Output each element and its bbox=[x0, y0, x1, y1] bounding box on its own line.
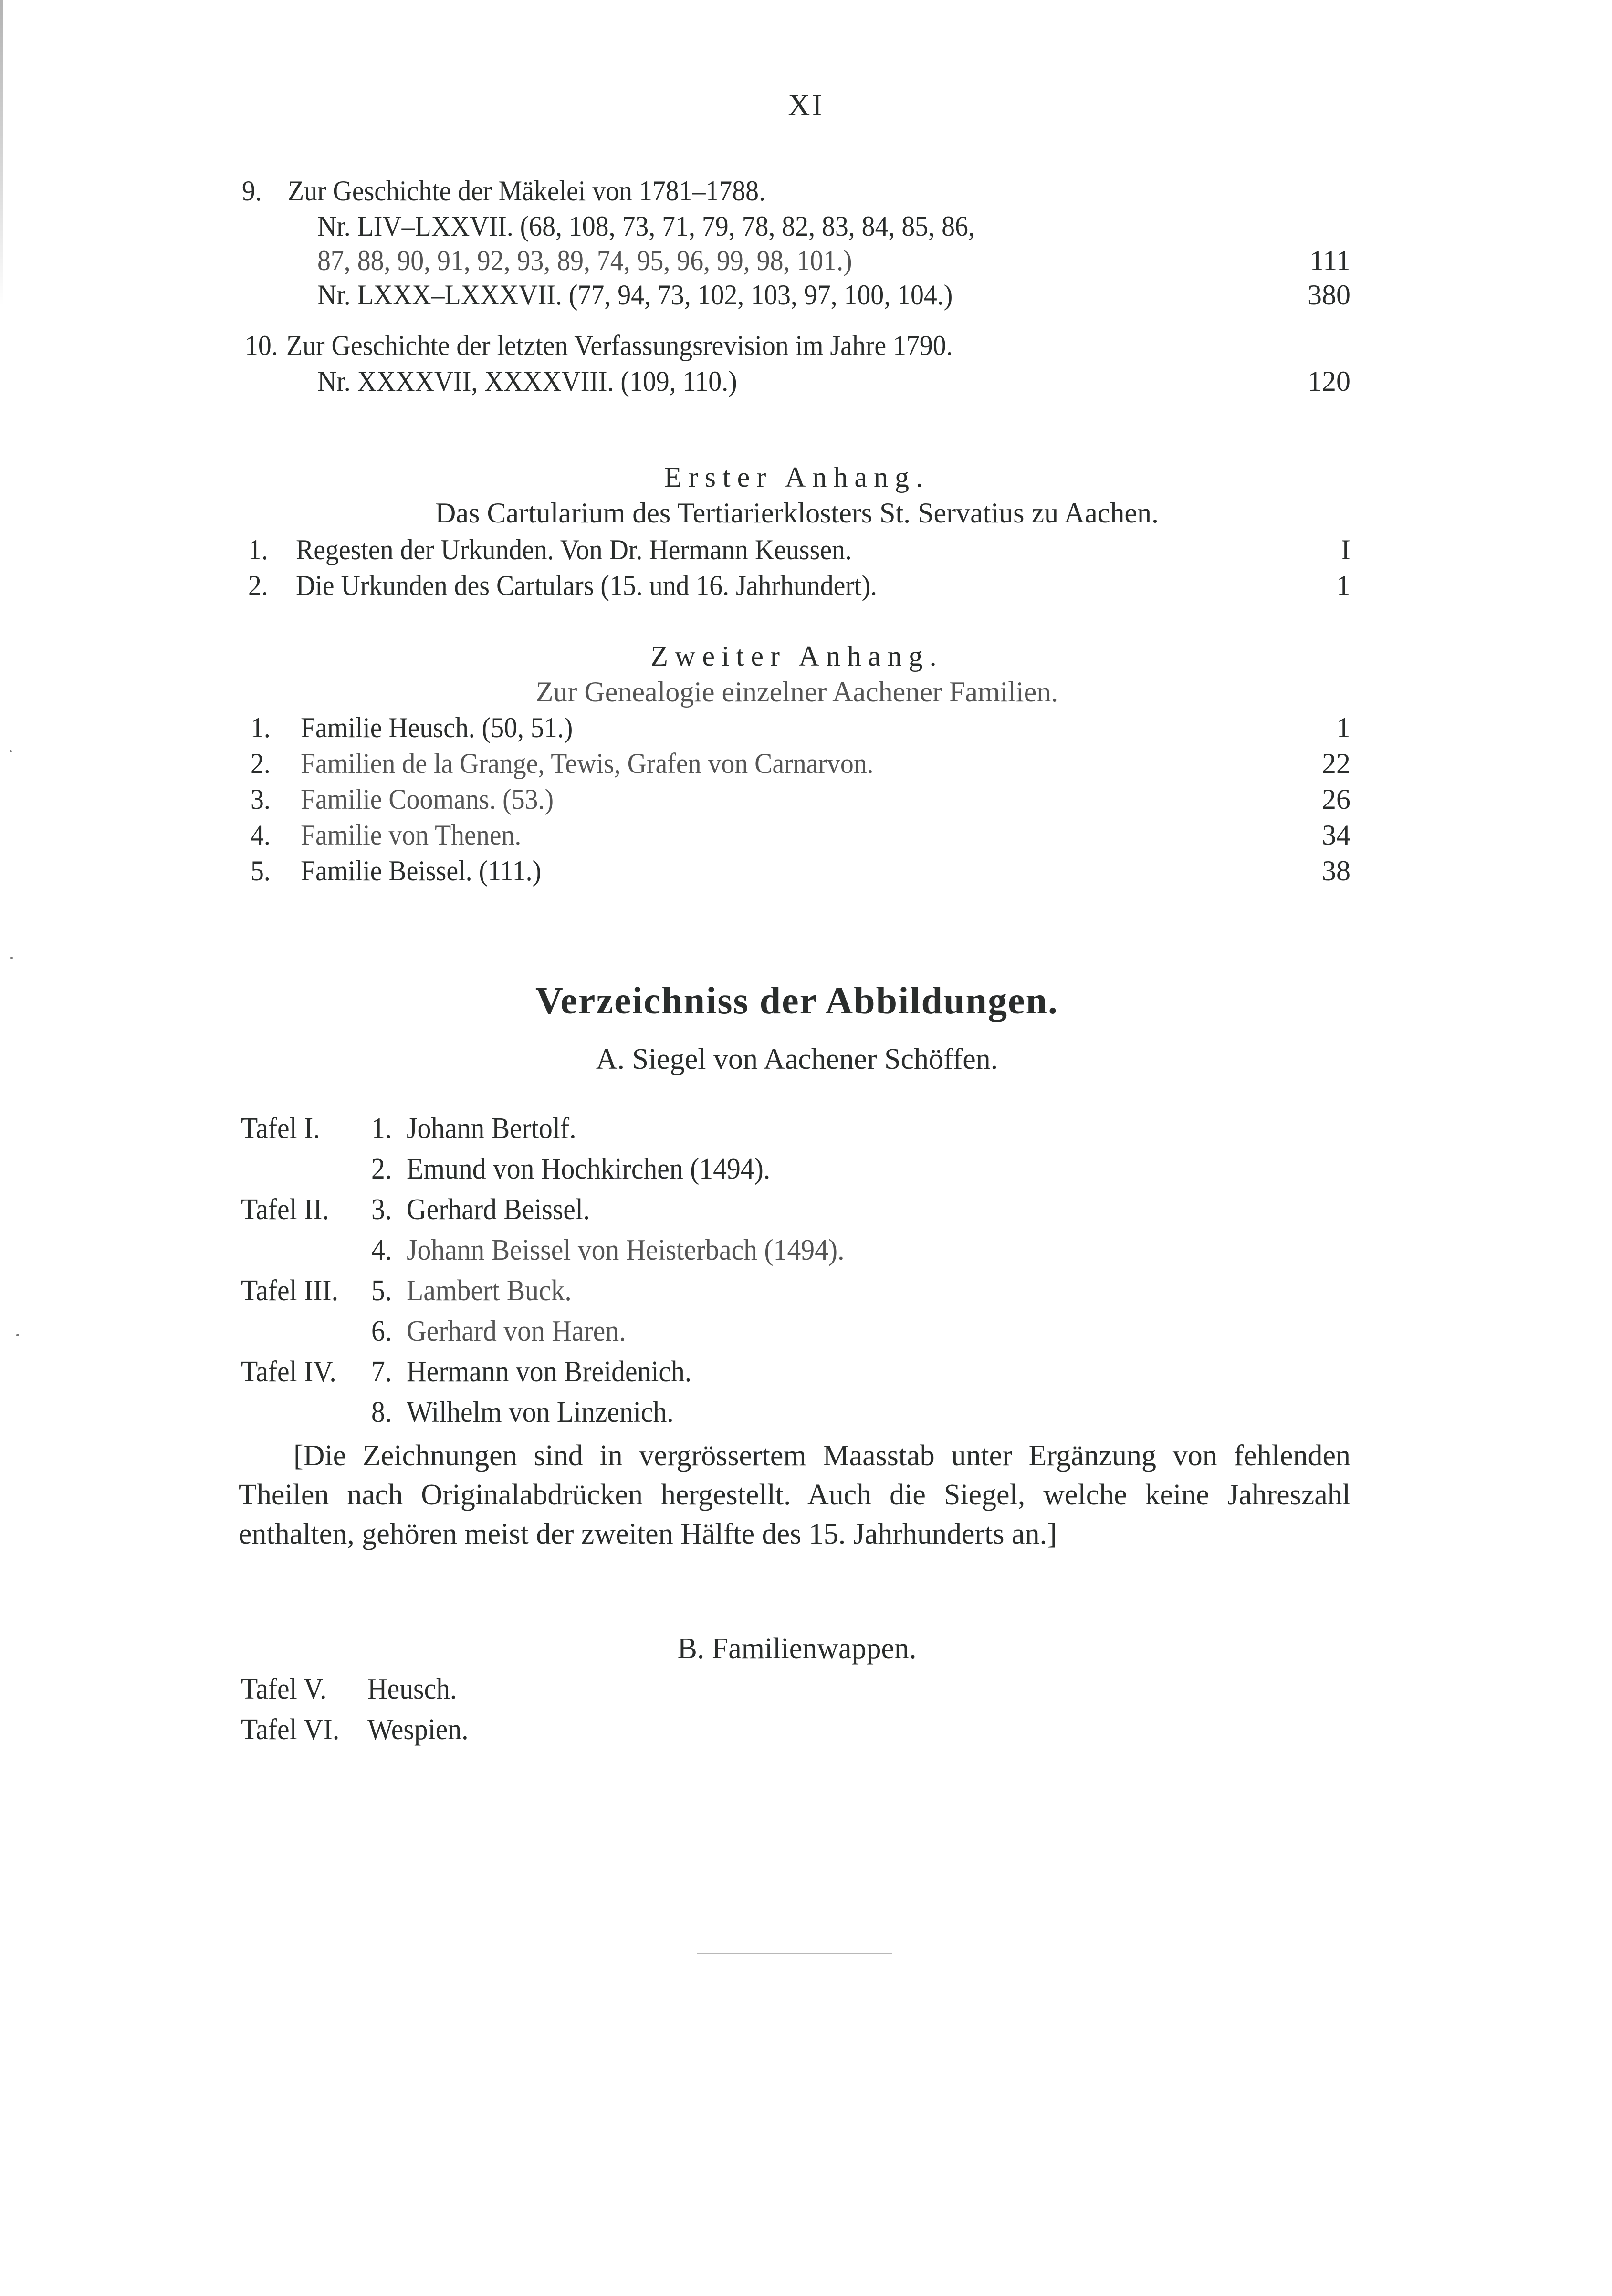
seal-name: Johann Bertolf. bbox=[407, 1112, 576, 1145]
note-text: [Die Zeichnungen sind in vergrössertem Maasstab unter Ergänzung von fehlenden Theilen nach Originalabdrücken hergestellt. Auch die Siegel, welche keine Jahreszahl enthalten, gehören meist der zweiten Hälfte des 15. Jahrhunderts an.] bbox=[239, 1440, 1350, 1550]
seal-number: 1. bbox=[371, 1112, 392, 1145]
item-text: Die Urkunden des Cartulars (15. und 16. Jahrhundert). bbox=[296, 570, 878, 601]
page-number: 120 bbox=[1308, 365, 1350, 397]
plate-label: Tafel I. bbox=[241, 1112, 320, 1145]
appendix-subtitle: Zur Genealogie einzelner Aachener Familien. bbox=[535, 676, 1058, 708]
family-name: Wespien. bbox=[367, 1713, 469, 1746]
page-number: 38 bbox=[1322, 855, 1350, 887]
appendix-subtitle: Das Cartularium des Tertiarierklosters St. Servatius zu Aachen. bbox=[435, 497, 1159, 529]
seal-name: Lambert Buck. bbox=[407, 1274, 572, 1307]
illustrations-note bbox=[239, 1436, 1350, 1554]
appendix-heading: Zweiter Anhang. bbox=[650, 640, 943, 672]
closing-rule-divider bbox=[697, 1953, 892, 1954]
page-number: 380 bbox=[1308, 279, 1350, 311]
item-text: Familien de la Grange, Tewis, Grafen von Carnarvon. bbox=[301, 748, 874, 779]
page-folio: XI bbox=[788, 88, 824, 122]
item-text: Regesten der Urkunden. Von Dr. Hermann Keussen. bbox=[296, 534, 852, 565]
page-number: I bbox=[1341, 534, 1350, 565]
seal-number: 3. bbox=[371, 1193, 392, 1226]
family-name: Heusch. bbox=[367, 1673, 457, 1705]
seal-number: 5. bbox=[371, 1274, 392, 1307]
item-text: Familie Coomans. (53.) bbox=[301, 783, 554, 815]
plate-label: Tafel IV. bbox=[241, 1356, 336, 1388]
page-number: 34 bbox=[1322, 819, 1350, 851]
item-text: Familie Beissel. (111.) bbox=[301, 855, 542, 887]
toc-line: Nr. LIV–LXXVII. (68, 108, 73, 71, 79, 78, 82, 83, 84, 85, 86, bbox=[317, 210, 975, 242]
seal-name: Hermann von Breidenich. bbox=[407, 1356, 692, 1388]
seal-name: Gerhard von Haren. bbox=[407, 1315, 626, 1347]
toc-line: 87, 88, 90, 91, 92, 93, 89, 74, 95, 96, 99, 98, 101.) bbox=[317, 245, 852, 276]
part-a-heading: A. Siegel von Aachener Schöffen. bbox=[596, 1043, 998, 1075]
seal-name: Wilhelm von Linzenich. bbox=[407, 1396, 674, 1429]
seal-number: 2. bbox=[371, 1153, 392, 1185]
section-title: Zur Geschichte der letzten Verfassungsrevision im Jahre 1790. bbox=[286, 330, 953, 361]
page-number: 1 bbox=[1336, 712, 1350, 743]
seal-number: 8. bbox=[371, 1396, 392, 1429]
seal-name: Gerhard Beissel. bbox=[407, 1193, 590, 1226]
page-number: 22 bbox=[1322, 748, 1350, 779]
toc-line: Nr. LXXX–LXXXVII. (77, 94, 73, 102, 103, 97, 100, 104.) bbox=[317, 279, 953, 311]
page-number: 26 bbox=[1322, 783, 1350, 815]
item-number: 5. bbox=[251, 855, 271, 887]
appendix-heading: Erster Anhang. bbox=[664, 461, 930, 493]
item-number: 1. bbox=[248, 534, 268, 565]
seal-name: Johann Beissel von Heisterbach (1494). bbox=[407, 1234, 845, 1266]
illustrations-heading: Verzeichniss der Abbildungen. bbox=[535, 980, 1058, 1022]
item-number: 2. bbox=[251, 748, 271, 779]
seal-number: 4. bbox=[371, 1234, 392, 1266]
seal-number: 6. bbox=[371, 1315, 392, 1347]
section-number: 10. bbox=[245, 330, 278, 361]
seal-number: 7. bbox=[371, 1356, 392, 1388]
page-number: 111 bbox=[1309, 245, 1350, 276]
item-number: 1. bbox=[251, 712, 271, 743]
plate-label: Tafel VI. bbox=[241, 1713, 340, 1746]
section-title: Zur Geschichte der Mäkelei von 1781–1788. bbox=[288, 175, 766, 207]
item-number: 4. bbox=[251, 819, 271, 851]
section-number: 9. bbox=[242, 175, 262, 207]
page-number: 1 bbox=[1336, 570, 1350, 601]
item-number: 2. bbox=[248, 570, 268, 601]
plate-label: Tafel V. bbox=[241, 1673, 327, 1705]
toc-line: Nr. XXXXVII, XXXXVIII. (109, 110.) bbox=[317, 365, 737, 397]
part-b-heading: B. Familienwappen. bbox=[677, 1632, 917, 1665]
item-text: Familie von Thenen. bbox=[301, 819, 522, 851]
item-number: 3. bbox=[251, 783, 271, 815]
plate-label: Tafel II. bbox=[241, 1193, 329, 1226]
plate-label: Tafel III. bbox=[241, 1274, 339, 1307]
seal-name: Emund von Hochkirchen (1494). bbox=[407, 1153, 771, 1185]
item-text: Familie Heusch. (50, 51.) bbox=[301, 712, 573, 743]
